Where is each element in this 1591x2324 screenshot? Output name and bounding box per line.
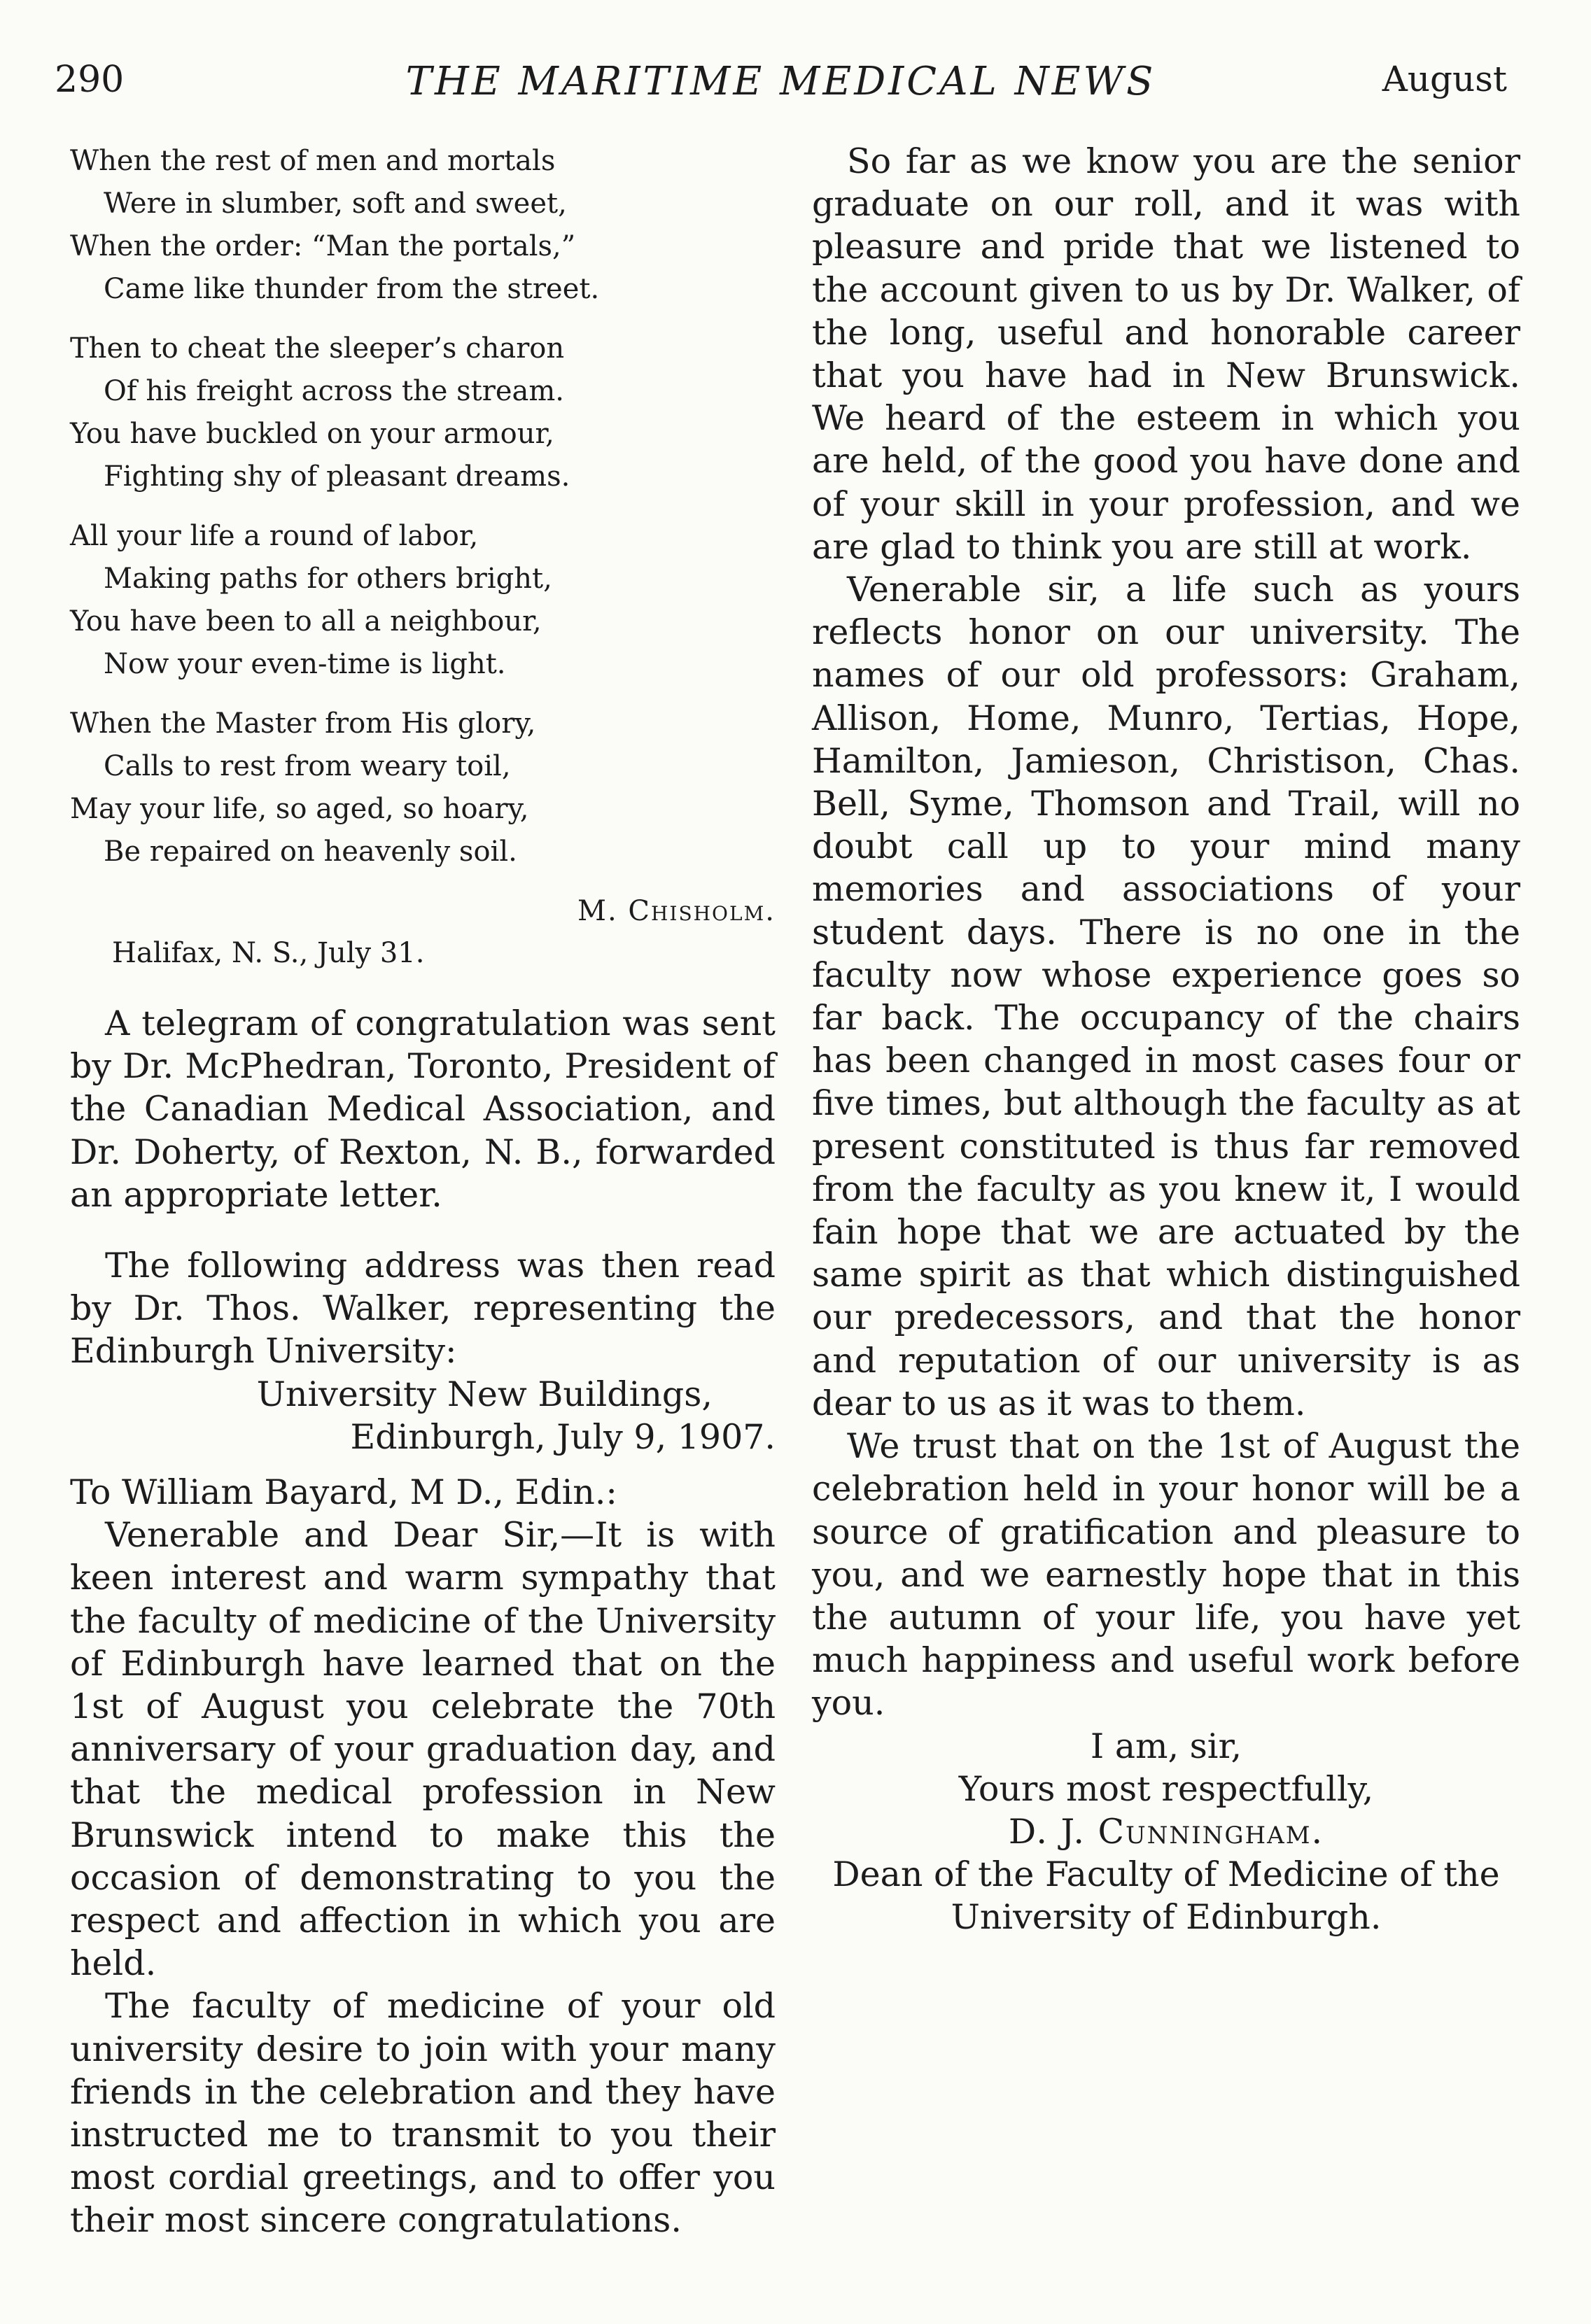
journal-title: THE MARITIME MEDICAL NEWS bbox=[405, 59, 1156, 104]
header-month: August bbox=[1382, 59, 1507, 99]
letter-paragraph-5: We trust that on the 1st of August the celebration held in your honor will be a source of gratification and pleasure to you, and we earnestly hope that in this the autumn of your life, you have yet much happiness and useful work before you. bbox=[812, 1426, 1520, 1724]
poem-line: Calls to rest from weary toil, bbox=[104, 750, 511, 782]
poem-line: You have buckled on your armour, bbox=[70, 418, 554, 450]
letter-paragraph-2: The faculty of medicine of your old university desire to join with your many friends in the celebration and they have instructed me to transmit to you their most cordial greetings, and to offer you their most sincere congratulations. bbox=[70, 1986, 776, 2241]
left-prose bbox=[70, 1002, 776, 2242]
letter-paragraph-3: So far as we know you are the senior graduate on our roll, and it was with pleasure and pride that we listened to the account given to us by Dr. Walker, of the long, useful and honorable career that you have had in New Brunswick. We heard of the esteem in which you are held, of the good you have done and of your skill in your profession, and we are glad to think you are still at work. bbox=[812, 141, 1520, 567]
letter-paragraph-1: Venerable and Dear Sir,—It is with keen interest and warm sympathy that the faculty of medicine of the University of Edinburgh have learned that on the 1st of August you celebrate the 70th anniversary of your graduation day, and that the medical profession in New Brunswick intend to make this the occasion of demonstrating to you the respect and affection in which you are held. bbox=[70, 1515, 776, 1984]
poem-stanza-1 bbox=[70, 140, 776, 311]
poem-line: Came like thunder from the street. bbox=[104, 273, 600, 305]
poem-line: When the order: “Man the portals,” bbox=[70, 230, 576, 262]
letter-paragraph-4: Venerable sir, a life such as yours reflects honor on our university. The names of our old professors: Graham, Allison, Home, Munro, Tertias, Hope, Hamilton, Jamieson, Christison, Chas. Bell, Syme, Thomson and Trail, will no doubt call up to your mind many memories and associations of your student days. There is no one in the faculty now whose experience goes so far back. The occupancy of the chairs has been changed in most cases four or five times, but although the faculty as at present constituted is thus far removed from the faculty as you knew it, I would fain hope that we are actuated by the same spirit as that which distinguished our predecessors, and that the honor and reputation of our university is as dear to us as it was to them. bbox=[812, 570, 1520, 1423]
poem-line: May your life, so aged, so hoary, bbox=[70, 793, 529, 825]
letter-salutation: To William Bayard, M D., Edin.: bbox=[70, 1472, 617, 1513]
letter-closing-1: I am, sir, bbox=[1090, 1726, 1242, 1766]
poem-line: When the rest of men and mortals bbox=[70, 145, 556, 177]
letter-address-line2: Edinburgh, July 9, 1907. bbox=[350, 1416, 776, 1457]
address-intro: The following address was then read by Dr. Thos. Walker, representing the Edinburgh University: bbox=[70, 1246, 776, 1372]
telegram-paragraph: A telegram of congratulation was sent by Dr. McPhedran, Toronto, President of the Canadian Medical Association, and Dr. Doherty, of Rexton, N. B., forwarded an appropriate letter. bbox=[70, 1003, 776, 1215]
poem-line: Be repaired on heavenly soil. bbox=[104, 836, 517, 868]
poem bbox=[70, 140, 776, 974]
letter-signer-title: Dean of the Faculty of Medicine of the University of Edinburgh. bbox=[832, 1854, 1500, 1938]
left-column bbox=[70, 140, 776, 2242]
poem-line: Making paths for others bright, bbox=[104, 563, 552, 595]
poem-line: All your life a round of labor, bbox=[70, 520, 479, 552]
poem-line: Then to cheat the sleeper’s charon bbox=[70, 332, 565, 365]
poem-line: Fighting shy of pleasant dreams. bbox=[104, 460, 570, 493]
poem-stanza-3 bbox=[70, 515, 776, 686]
poem-line: You have been to all a neighbour, bbox=[70, 605, 542, 638]
poem-line: When the Master from His glory, bbox=[70, 707, 536, 740]
poem-place-date: Halifax, N. S., July 31. bbox=[112, 937, 425, 969]
poem-signature: M. Chisholm. bbox=[577, 895, 776, 927]
running-header bbox=[55, 59, 1507, 108]
poem-line: Of his freight across the stream. bbox=[104, 375, 564, 407]
poem-stanza-2 bbox=[70, 328, 776, 498]
letter-closing-2: Yours most respectfully, bbox=[958, 1768, 1374, 1809]
poem-line: Now your even-time is light. bbox=[104, 648, 506, 680]
letter-signer: D. J. Cunningham. bbox=[1008, 1811, 1324, 1852]
page-number: 290 bbox=[55, 59, 125, 101]
letter-address-line1: University New Buildings, bbox=[256, 1374, 713, 1414]
poem-line: Were in slumber, soft and sweet, bbox=[104, 188, 567, 220]
right-column bbox=[812, 140, 1520, 1939]
poem-stanza-4 bbox=[70, 703, 776, 873]
